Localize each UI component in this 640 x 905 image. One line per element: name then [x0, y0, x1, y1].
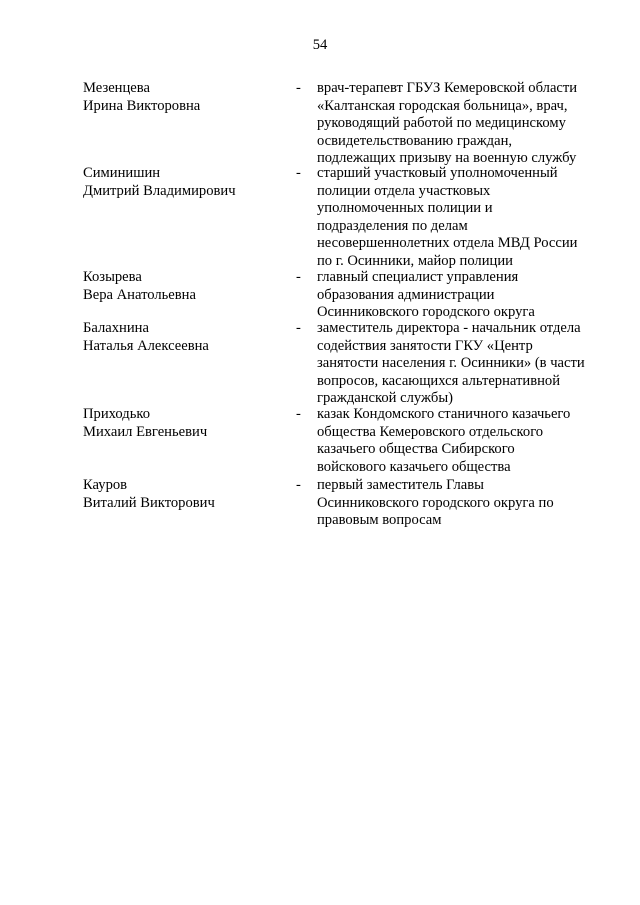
position-line: подразделения по делам: [317, 217, 468, 234]
member-position: [317, 477, 607, 530]
member-surname: Балахнина: [83, 320, 149, 336]
member-given-names: Вера Анатольевна: [83, 286, 196, 303]
dash-separator: -: [296, 406, 301, 422]
position-line: войскового казачьего общества: [317, 458, 511, 475]
position-line: «Калтанская городская больница», врач,: [317, 97, 568, 114]
member-name: [83, 269, 283, 304]
dash-separator: -: [296, 477, 301, 493]
dash-separator: -: [296, 269, 301, 285]
member-given-names: Виталий Викторович: [83, 494, 215, 511]
position-line: врач-терапевт ГБУЗ Кемеровской области: [317, 80, 578, 96]
position-line: вопросов, касающихся альтернативной: [317, 372, 561, 389]
position-line: старший участковый уполномоченный: [317, 165, 558, 181]
position-line: общества Кемеровского отдельского: [317, 423, 544, 440]
position-line: подлежащих призыву на военную службу: [317, 150, 577, 167]
member-position: [317, 406, 607, 476]
position-line: полиции отдела участковых: [317, 182, 491, 199]
page-number: 54: [312, 37, 328, 53]
member-name: [83, 165, 283, 200]
position-line: руководящий работой по медицинскому: [317, 115, 566, 132]
member-given-names: Наталья Алексеевна: [83, 337, 209, 354]
member-position: [317, 269, 607, 322]
position-line: уполномоченных полиции и: [317, 200, 493, 217]
member-surname: Мезенцева: [83, 80, 150, 96]
position-line: образования администрации: [317, 286, 495, 303]
position-line: освидетельствованию граждан,: [317, 132, 513, 149]
member-position: [317, 80, 607, 168]
member-given-names: Ирина Викторовна: [83, 97, 201, 114]
position-line: по г. Осинники, майор полиции: [317, 252, 513, 269]
member-name: [83, 80, 283, 115]
member-surname: Козырева: [83, 269, 142, 285]
position-line: первый заместитель Главы: [317, 477, 484, 493]
dash-separator: -: [296, 320, 301, 336]
position-line: казачьего общества Сибирского: [317, 441, 515, 458]
member-position: [317, 320, 607, 408]
member-surname: Кауров: [83, 477, 128, 493]
member-name: [83, 320, 283, 355]
member-name: [83, 406, 283, 441]
member-position: [317, 165, 607, 271]
member-surname: Симинишин: [83, 165, 161, 181]
position-line: содействия занятости ГКУ «Центр: [317, 337, 533, 354]
position-line: Осинниковского городского округа по: [317, 494, 554, 511]
member-surname: Приходько: [83, 406, 150, 422]
position-line: правовым вопросам: [317, 512, 442, 529]
position-line: заместитель директора - начальник отдела: [317, 320, 581, 336]
dash-separator: -: [296, 80, 301, 96]
position-line: занятости населения г. Осинники» (в части: [317, 355, 585, 372]
position-line: несовершеннолетних отдела МВД России: [317, 235, 578, 252]
position-line: казак Кондомского станичного казачьего: [317, 406, 571, 422]
member-given-names: Дмитрий Владимирович: [83, 182, 236, 199]
position-line: гражданской службы): [317, 390, 453, 407]
position-line: Осинниковского городского округа: [317, 304, 535, 321]
position-line: главный специалист управления: [317, 269, 519, 285]
member-given-names: Михаил Евгеньевич: [83, 423, 208, 440]
dash-separator: -: [296, 165, 301, 181]
member-name: [83, 477, 283, 512]
